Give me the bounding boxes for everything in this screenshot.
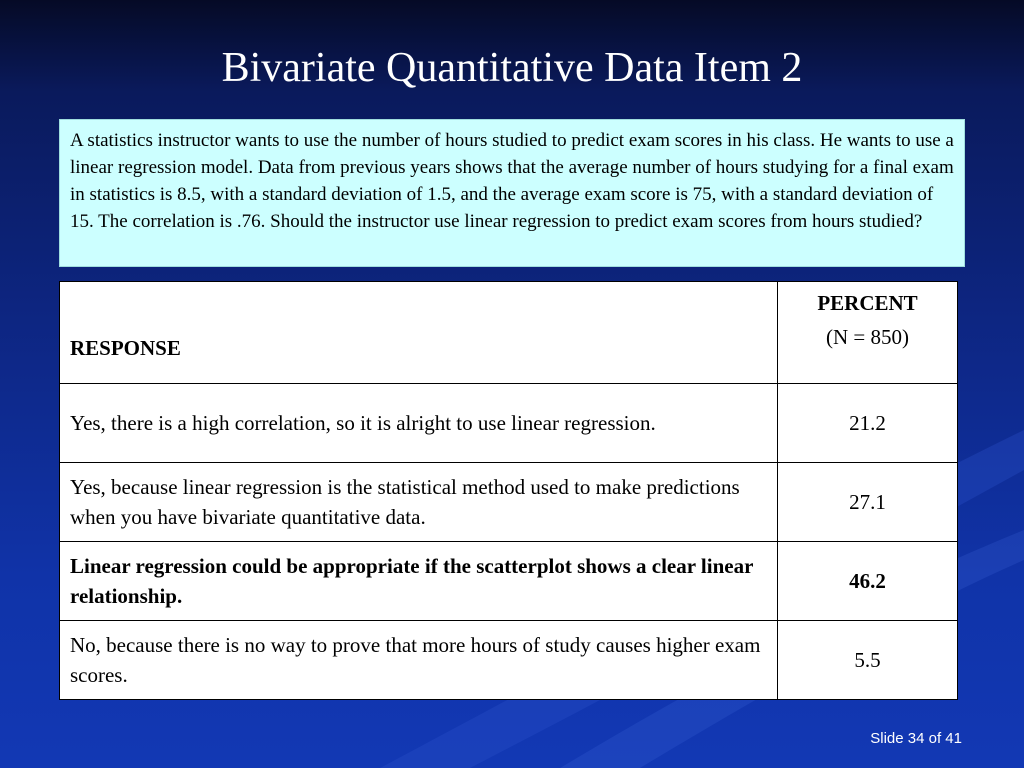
response-cell: Yes, because linear regression is the statistical method used to make predictions when you have bivariate quantitative data.	[60, 463, 778, 542]
slide-title: Bivariate Quantitative Data Item 2	[221, 45, 803, 91]
response-column-header: RESPONSE	[60, 282, 778, 384]
response-cell: No, because there is no way to prove that more hours of study causes higher exam scores.	[60, 621, 778, 700]
table-row	[60, 384, 958, 463]
response-table	[59, 281, 958, 700]
percent-cell: 5.5	[778, 621, 958, 700]
response-cell: Yes, there is a high correlation, so it is alright to use linear regression.	[60, 384, 778, 463]
question-box: A statistics instructor wants to use the number of hours studied to predict exam scores in his class. He wants to use a linear regression model. Data from previous years shows that the average number of hours studying for a final exam in statistics is 8.5, with a standard deviation of 1.5, and the average exam score is 75, with a standard deviation of 15. The correlation is .76. Should the instructor use linear regression to predict exam scores from hours studied?	[59, 119, 965, 267]
table-row	[60, 463, 958, 542]
percent-cell: 46.2	[778, 542, 958, 621]
response-cell: Linear regression could be appropriate if the scatterplot shows a clear linear relationship.	[60, 542, 778, 621]
percent-cell: 27.1	[778, 463, 958, 542]
table-header-row	[60, 282, 958, 384]
percent-header-label: PERCENT	[817, 291, 918, 315]
percent-cell: 21.2	[778, 384, 958, 463]
percent-column-header	[778, 282, 958, 384]
table-row-correct-answer	[60, 542, 958, 621]
slide-number: Slide 34 of 41	[870, 730, 962, 747]
sample-size-label: (N = 850)	[826, 325, 909, 349]
table-row	[60, 621, 958, 700]
